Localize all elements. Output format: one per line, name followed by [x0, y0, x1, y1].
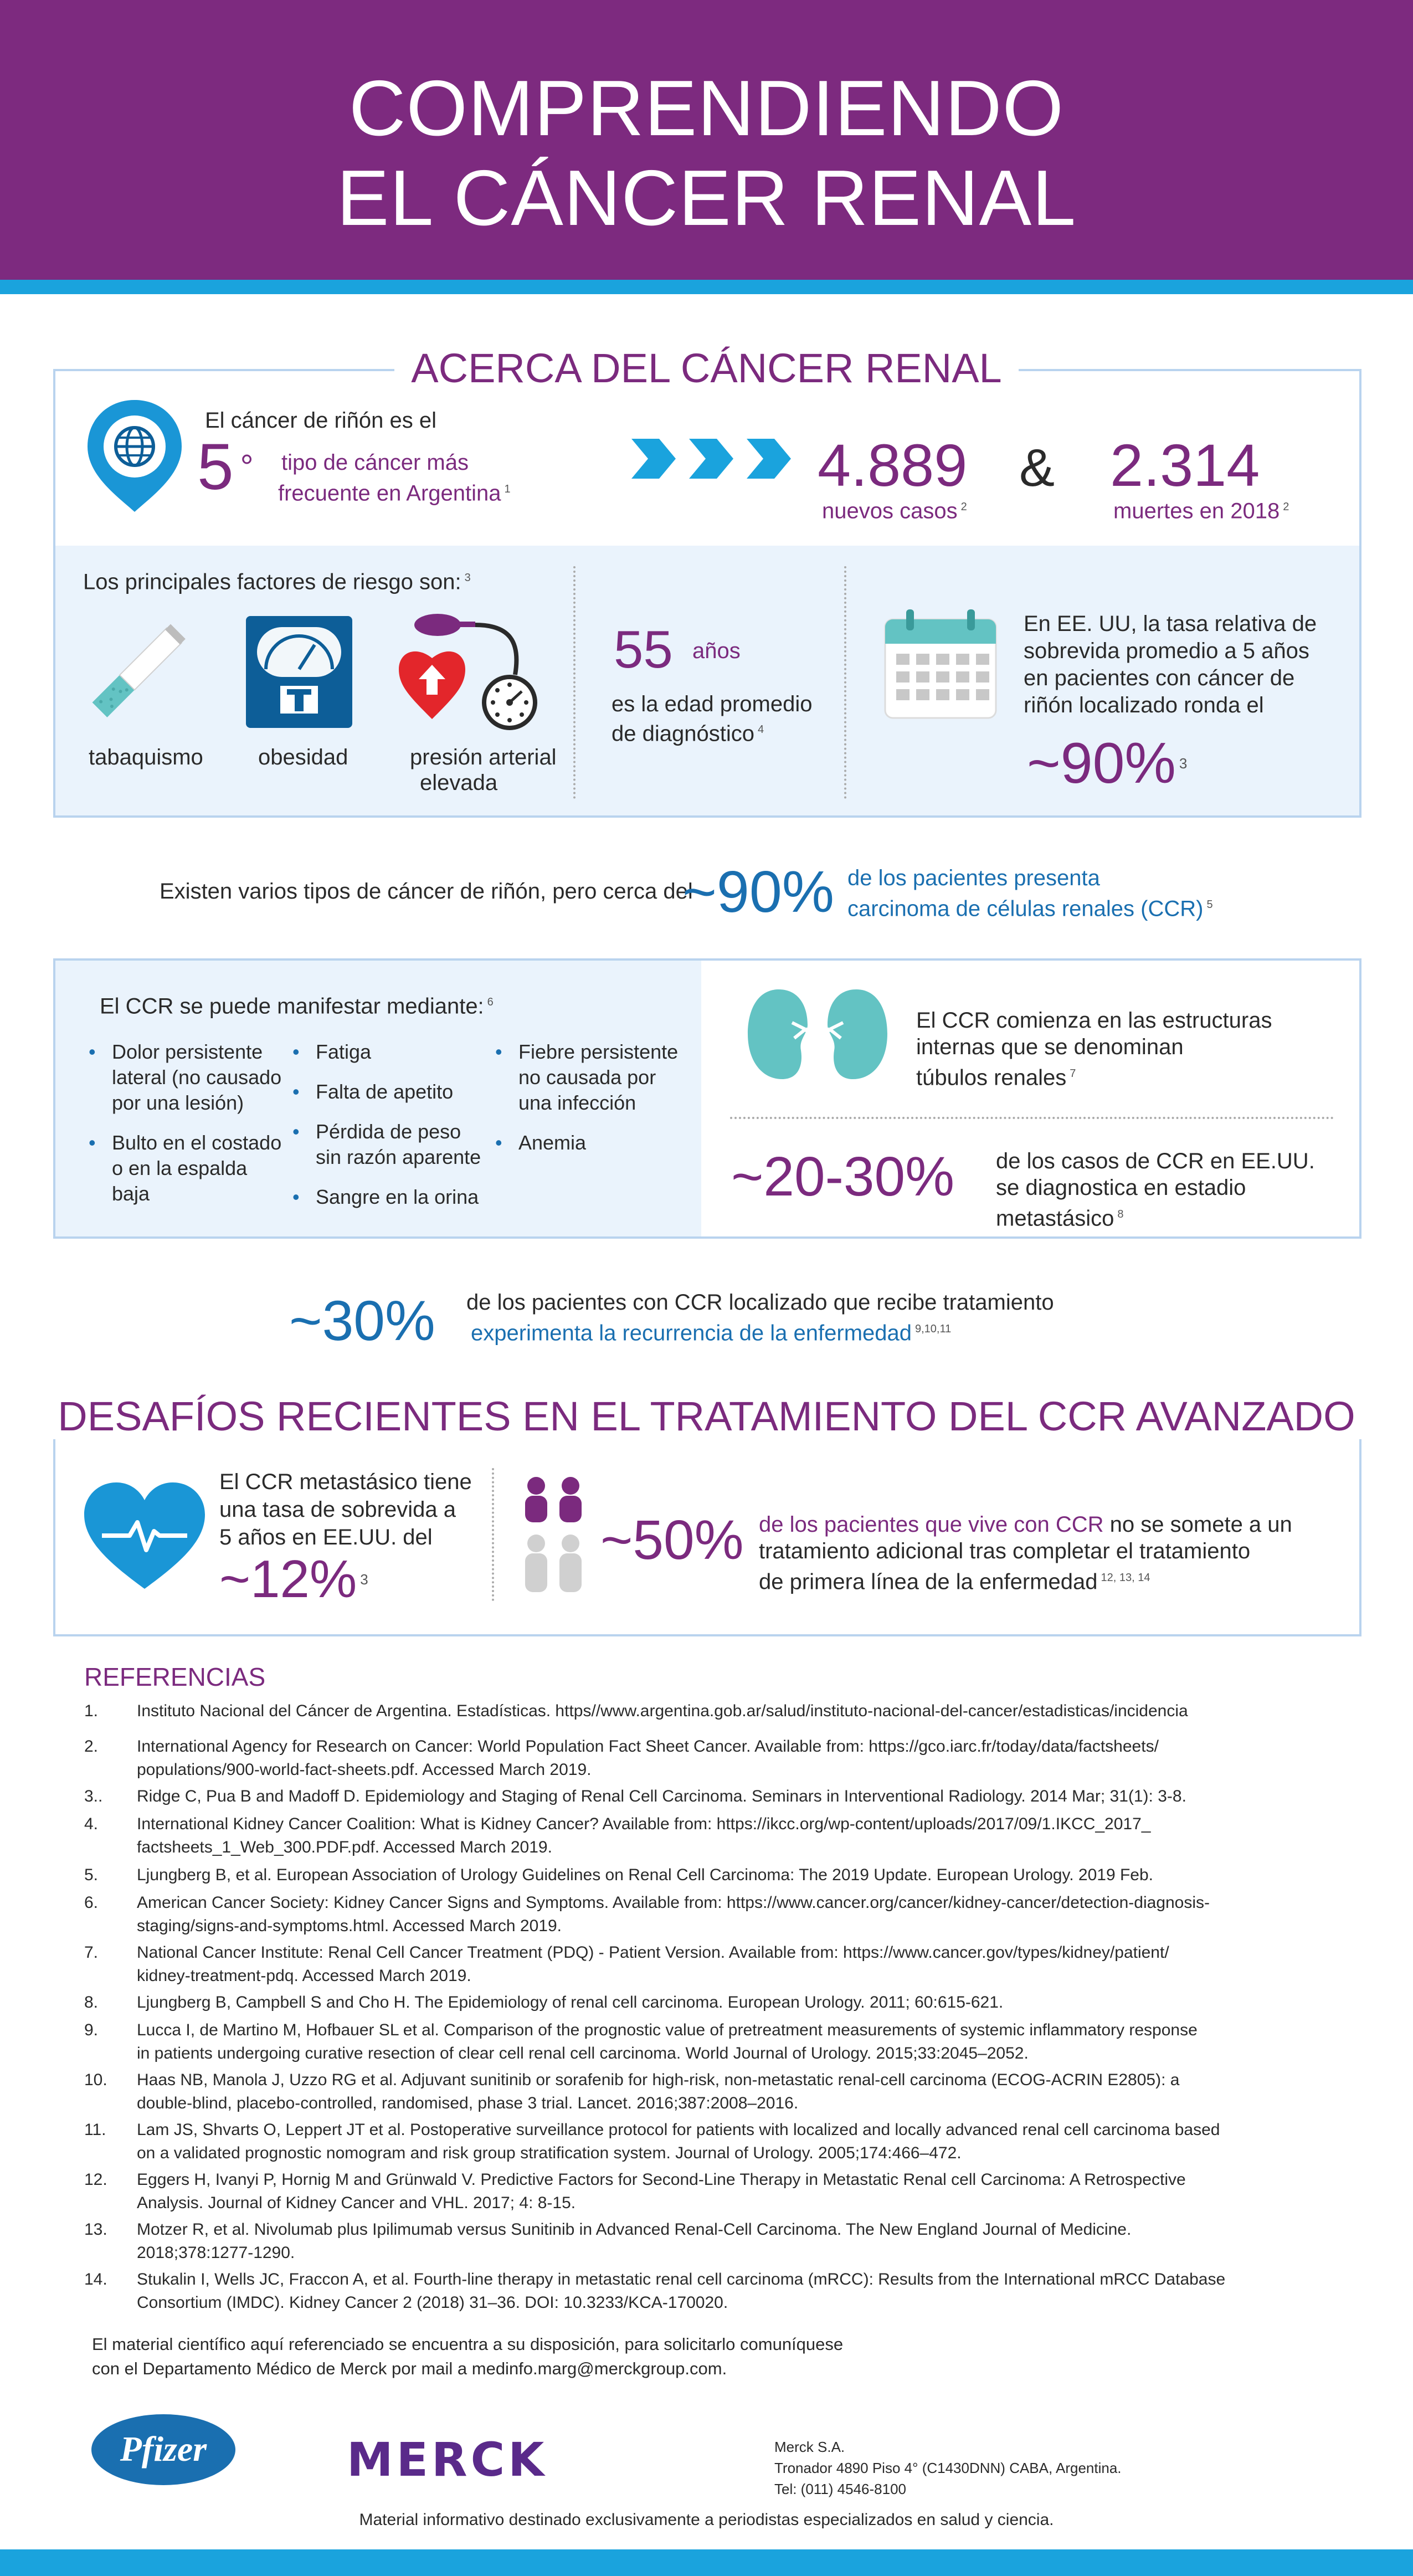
- reference-number: 14.: [84, 2270, 107, 2288]
- recurrence-text-2-wrap: [471, 1315, 951, 1347]
- reference-line: populations/900-world-fact-sheets.pdf. Accessed March 2019.: [137, 1761, 592, 1779]
- reference-number: 10.: [84, 2071, 107, 2089]
- reference-line: Instituto Nacional del Cáncer de Argentina. Estadísticas. https//www.argentina.gob.ar/salud/instituto-nacional-del-cancer/estadisticas/incidencia: [137, 1702, 1188, 1720]
- location-globe-icon: [84, 398, 185, 514]
- ccr-meta-value-wrap: [219, 1549, 368, 1610]
- types-text: Existen varios tipos de cáncer de riñón, pero cerca del: [160, 879, 693, 904]
- chevrons-icon: [631, 437, 792, 481]
- manifest-ref: 6: [487, 996, 494, 1008]
- deaths-value: 2.314: [1110, 432, 1260, 499]
- half-text-2: tratamiento adicional tras completar el tratamiento: [759, 1539, 1251, 1563]
- page-title: [0, 64, 1413, 243]
- recurrence-ref: 9,10,11: [915, 1323, 952, 1335]
- reference-text: [137, 2218, 1322, 2265]
- reference-number: 13.: [84, 2220, 107, 2239]
- reference-line: International Kidney Cancer Coalition: What is Kidney Cancer? Available from: https://ikcc.org/wp-content/uploads/2017/09/1.IKCC_2017_: [137, 1815, 1151, 1833]
- meta-range-value: ~20-30%: [731, 1146, 955, 1208]
- recurrence-value: ~30%: [289, 1289, 435, 1352]
- age-text-2: de diagnóstico: [612, 721, 754, 746]
- scale-icon: [244, 614, 354, 730]
- reference-text: [137, 1891, 1322, 1938]
- reference-line: on a validated prognostic nomogram and risk group stratification system. Journal of Urology. 2005;174:466–472.: [137, 2144, 962, 2162]
- risk-obesity-label: obesidad: [258, 745, 348, 769]
- half-text-colored: de los pacientes que vive con CCR: [759, 1512, 1104, 1537]
- half-text: [759, 1511, 1292, 1595]
- divider-4: [492, 1468, 494, 1601]
- people-icon: [521, 1476, 587, 1598]
- rank-value: [197, 431, 254, 503]
- symptoms-col-1: [89, 1039, 288, 1221]
- divider-3: [730, 1117, 1334, 1119]
- reference-line: in patients undergoing curative resection of clear cell renal cell carcinoma. World Journal of Urology. 2015;33:2045–2052.: [137, 2044, 1029, 2062]
- survival-line-3: en pacientes con cáncer de: [1024, 666, 1295, 690]
- age-value: 55: [614, 620, 673, 679]
- age-text-2-wrap: [612, 716, 764, 747]
- survival-line-4: riñón localizado ronda el: [1024, 693, 1264, 717]
- meta-range-text: [996, 1148, 1315, 1231]
- reference-line: American Cancer Society: Kidney Cancer Signs and Symptoms. Available from: https://www.cancer.org/cancer/kidney-cancer/detection-diagnosis-: [137, 1893, 1210, 1912]
- reference-line: Stukalin I, Wells JC, Fraccon A, et al. Fourth-line therapy in metastatic renal cell carcinoma (mRCC): Results from the International mRCC Database: [137, 2270, 1226, 2288]
- title-line-2: EL CÁNCER RENAL: [336, 154, 1077, 242]
- footer-stripe: [0, 2549, 1413, 2576]
- merck-logo: MERCK: [347, 2433, 548, 2487]
- reference-line: Lam JS, Shvarts O, Leppert JT et al. Postoperative surveillance protocol for patients with localized and locally advanced renal cell carcinoma based: [137, 2121, 1220, 2139]
- disclaimer: [92, 2332, 843, 2381]
- divider-1: [573, 566, 576, 799]
- reference-line: Ridge C, Pua B and Madoff D. Epidemiology and Staging of Renal Cell Carcinoma. Seminars in Interventional Radiology. 2014 Mar; 31(1): 3-8.: [137, 1787, 1186, 1805]
- merck-address: [774, 2436, 1122, 2500]
- reference-line: Analysis. Journal of Kidney Cancer and VHL. 2017; 4: 8-15.: [137, 2194, 576, 2212]
- reference-text: [137, 2118, 1322, 2165]
- half-ref: 12, 13, 14: [1101, 1572, 1150, 1584]
- title-line-1: COMPRENDIENDO: [348, 64, 1065, 152]
- survival-ref: 3: [1179, 755, 1188, 772]
- about-title-wrap: [0, 345, 1413, 392]
- types-ref: 5: [1206, 899, 1213, 911]
- reference-text: [137, 1813, 1322, 1859]
- about-title: ACERCA DEL CÁNCER RENAL: [394, 345, 1018, 391]
- reference-line: double-blind, placebo-controlled, randomised, phase 3 trial. Lancet. 2016;387:2008–2016.: [137, 2094, 799, 2112]
- deaths-label: muertes en 2018: [1113, 499, 1280, 524]
- symptom-item: • Anemia: [495, 1130, 684, 1156]
- challenges-title: DESAFÍOS RECIENTES EN EL TRATAMIENTO DEL CCR AVANZADO: [41, 1393, 1371, 1439]
- ccr-meta-ref: 3: [360, 1571, 368, 1588]
- address-line-1: Merck S.A.: [774, 2439, 845, 2455]
- footer-note: Material informativo destinado exclusivamente a periodistas especializados en salud y ciencia.: [359, 2511, 1054, 2529]
- ccr-meta-line-1: El CCR metastásico tiene: [219, 1470, 472, 1494]
- rank-ref: 1: [504, 483, 511, 495]
- pfizer-logo-text: Pfizer: [120, 2429, 207, 2469]
- heart-pulse-icon: [82, 1480, 207, 1591]
- reference-line: Eggers H, Ivanyi P, Hornig M and Grünwald V. Predictive Factors for Second-Line Therapy in Metastatic Renal cell Carcinoma: A Retrospective: [137, 2170, 1186, 2189]
- reference-text: [137, 1700, 1322, 1723]
- reference-number: 4.: [84, 1815, 99, 1833]
- reference-number: 9.: [84, 2021, 99, 2039]
- symptom-item: • Falta de apetito: [292, 1079, 492, 1105]
- reference-text: [137, 2019, 1322, 2065]
- reference-line: Haas NB, Manola J, Uzzo RG et al. Adjuvant sunitinib or sorafenib for high-risk, non-metastatic renal-cell carcinoma (ECOG-ACRIN E2805): a: [137, 2071, 1180, 2089]
- reference-text: [137, 1941, 1322, 1988]
- symptom-item: • Fiebre persistente no causada por una infección: [495, 1039, 684, 1116]
- kidneys-icon: [746, 984, 890, 1084]
- reference-text: [137, 1864, 1322, 1887]
- rank-text-1: tipo de cáncer más: [281, 450, 469, 475]
- rank-number: 5: [197, 430, 234, 504]
- symptoms-col-3: [495, 1039, 684, 1170]
- ccr-meta-line-2: una tasa de sobrevida a: [219, 1497, 456, 1522]
- survival-value-wrap: [1027, 730, 1187, 797]
- cases-label: nuevos casos: [822, 499, 958, 524]
- survival-line-1: En EE. UU, la tasa relativa de: [1024, 612, 1317, 636]
- challenges-title-wrap: [0, 1393, 1413, 1440]
- survival-line-2: sobrevida promedio a 5 años: [1024, 639, 1309, 663]
- reference-number: 3..: [84, 1787, 103, 1805]
- half-text-3: de primera línea de la enfermedad: [759, 1569, 1098, 1594]
- disclaimer-line-2: con el Departamento Médico de Merck por mail a medinfo.marg@merckgroup.com.: [92, 2359, 727, 2378]
- half-text-rest: no se somete a un: [1103, 1512, 1292, 1537]
- risk-bp-label-1: presión arterial: [410, 745, 557, 769]
- meta-line-3: metastásico: [996, 1206, 1114, 1231]
- reference-number: 2.: [84, 1737, 99, 1756]
- rank-symbol: °: [240, 448, 254, 485]
- address-line-3: Tel: (011) 4546-8100: [774, 2481, 907, 2497]
- cases-label-wrap: [822, 493, 967, 525]
- symptom-item: • Sangre en la orina: [292, 1184, 492, 1210]
- meta-line-2: se diagnostica en estadio: [996, 1176, 1246, 1200]
- reference-line: staging/signs-and-symptoms.html. Accessed March 2019.: [137, 1917, 562, 1935]
- reference-line: Consortium (IMDC). Kidney Cancer 2 (2018) 31–36. DOI: 10.3233/KCA-170020.: [137, 2293, 728, 2312]
- pfizer-logo: [89, 2411, 238, 2488]
- reference-number: 11.: [84, 2121, 106, 2139]
- reference-number: 6.: [84, 1893, 99, 1912]
- reference-line: National Cancer Institute: Renal Cell Cancer Treatment (PDQ) - Patient Version. Available from: https://www.cancer.gov/types/kidney/patient/: [137, 1943, 1169, 1962]
- age-ref: 4: [757, 723, 764, 736]
- ccr-meta-text: [219, 1468, 472, 1551]
- reference-line: Ljungberg B, Campbell S and Cho H. The Epidemiology of renal cell carcinoma. European Urology. 2011; 60:615-621.: [137, 1993, 1004, 2011]
- rank-intro: El cáncer de riñón es el: [205, 408, 437, 433]
- reference-number: 1.: [84, 1702, 99, 1720]
- symptom-item: • Pérdida de peso sin razón aparente: [292, 1119, 492, 1170]
- reference-number: 7.: [84, 1943, 99, 1962]
- meta-ref: 8: [1117, 1208, 1124, 1220]
- age-text-1: es la edad promedio: [612, 692, 813, 716]
- tubules-ref: 7: [1070, 1068, 1076, 1080]
- references-title: REFERENCIAS: [84, 1662, 266, 1691]
- risk-title-wrap: [83, 564, 471, 596]
- recurrence-text-2: experimenta la recurrencia de la enfermedad: [471, 1321, 912, 1346]
- reference-text: [137, 2069, 1322, 2115]
- symptom-item: • Fatiga: [292, 1039, 492, 1065]
- tubules-line-1: El CCR comienza en las estructuras: [916, 1008, 1272, 1033]
- calendar-icon: [884, 608, 997, 719]
- rank-text-2-wrap: [278, 475, 511, 507]
- reference-line: factsheets_1_Web_300.PDF.pdf. Accessed March 2019.: [137, 1838, 552, 1856]
- reference-line: International Agency for Research on Cancer: World Population Fact Sheet Cancer. Available from: https://gco.iarc.fr/today/data/factsheets/: [137, 1737, 1159, 1756]
- cases-ref: 2: [960, 501, 967, 513]
- deaths-label-wrap: [1113, 493, 1289, 525]
- ccr-meta-value: ~12%: [219, 1549, 357, 1609]
- header-stripe: [0, 280, 1413, 294]
- risk-smoking-label: tabaquismo: [89, 745, 203, 769]
- meta-line-1: de los casos de CCR en EE.UU.: [996, 1149, 1315, 1173]
- reference-line: 2018;378:1277-1290.: [137, 2244, 295, 2262]
- types-text-2b-wrap: [847, 891, 1213, 922]
- types-text-2a: de los pacientes presenta: [847, 866, 1100, 890]
- ampersand: &: [1019, 438, 1055, 497]
- tubules-text: [916, 1007, 1272, 1091]
- reference-text: [137, 2168, 1322, 2215]
- reference-text: [137, 1991, 1322, 2014]
- types-value: ~90%: [682, 859, 835, 925]
- reference-number: 8.: [84, 1993, 99, 2011]
- cases-value: 4.889: [818, 432, 968, 499]
- reference-number: 5.: [84, 1866, 99, 1884]
- symptom-item: • Bulto en el costado o en la espalda baja: [89, 1130, 288, 1207]
- divider-2: [844, 566, 846, 799]
- blood-pressure-icon: [399, 608, 543, 736]
- recurrence-text-1: de los pacientes con CCR localizado que recibe tratamiento: [466, 1290, 1054, 1315]
- types-text-2b: carcinoma de células renales (CCR): [847, 896, 1204, 921]
- reference-line: Lucca I, de Martino M, Hofbauer SL et al. Comparison of the prognostic value of pretreatment measurements of systemic inflammatory response: [137, 2021, 1198, 2039]
- risk-bp-label-2: elevada: [420, 771, 498, 795]
- symptom-item: • Dolor persistente lateral (no causado por una lesión): [89, 1039, 288, 1116]
- ccr-meta-line-3: 5 años en EE.UU. del: [219, 1525, 433, 1549]
- half-value: ~50%: [600, 1509, 744, 1571]
- deaths-ref: 2: [1283, 501, 1289, 513]
- reference-line: kidney-treatment-pdq. Accessed March 2019.: [137, 1967, 471, 1985]
- risk-title: Los principales factores de riesgo son:: [83, 569, 461, 594]
- age-unit: años: [692, 639, 741, 663]
- symptoms-col-2: [292, 1039, 492, 1224]
- survival-text: [1024, 610, 1317, 719]
- reference-number: 12.: [84, 2170, 107, 2189]
- reference-line: Ljungberg B, et al. European Association of Urology Guidelines on Renal Cell Carcinoma: The 2019 Update. European Urology. 2019 Feb.: [137, 1866, 1154, 1884]
- cigarette-icon: [78, 609, 199, 731]
- tubules-line-2: internas que se denominan: [916, 1035, 1184, 1059]
- reference-text: [137, 1785, 1322, 1808]
- reference-text: [137, 1735, 1322, 1782]
- risk-ref: 3: [464, 572, 471, 584]
- rank-text-2: frecuente en Argentina: [278, 481, 501, 506]
- reference-text: [137, 2268, 1322, 2315]
- manifest-title: El CCR se puede manifestar mediante:: [100, 994, 484, 1019]
- manifest-title-wrap: [100, 988, 494, 1020]
- disclaimer-line-1: El material científico aquí referenciado se encuentra a su disposición, para solicitarlo comuníquese: [92, 2334, 844, 2354]
- survival-value: ~90%: [1027, 731, 1176, 796]
- reference-line: Motzer R, et al. Nivolumab plus Ipilimumab versus Sunitinib in Advanced Renal-Cell Carcinoma. The New England Journal of Medicine.: [137, 2220, 1132, 2239]
- address-line-2: Tronador 4890 Piso 4° (C1430DNN) CABA, Argentina.: [774, 2460, 1122, 2476]
- tubules-line-3: túbulos renales: [916, 1065, 1067, 1090]
